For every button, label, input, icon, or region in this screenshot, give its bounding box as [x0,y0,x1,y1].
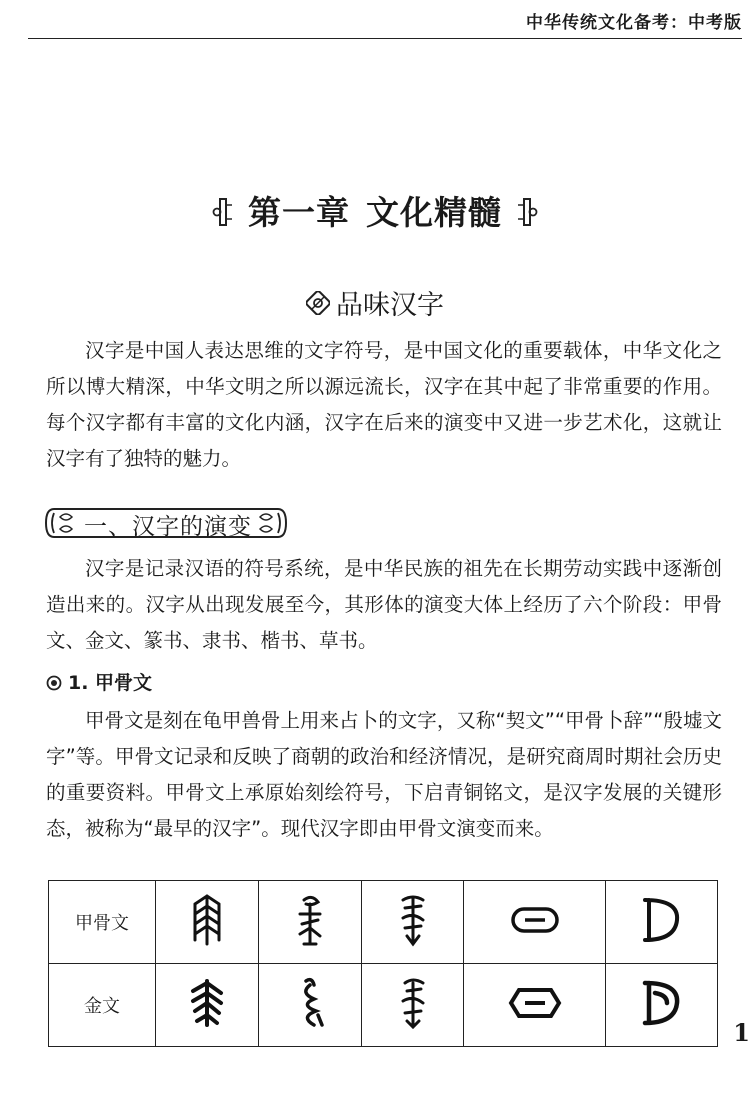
table-cell [464,964,605,1047]
subsection-banner [44,503,288,543]
subsection-paragraph: 汉字是记录汉语的符号系统，是中华民族的祖先在长期劳动实践中逐渐创造出来的。汉字从出现发展至今，其形体的演变大体上经历了六个阶段：甲骨文、金文、篆书、隶书、楷书、草书。 [46,557,722,652]
section-title-text: 品味汉字 [336,290,444,321]
oracle-glyph-sun-icon [509,904,561,936]
item-heading-text: 1. 甲骨文 [68,672,153,694]
running-header: 中华传统文化备考：中考版 [526,13,742,33]
oracle-glyph-moon-icon [639,896,683,944]
table-cell [361,881,464,964]
subsection-title: 一、汉字的演变 [84,514,252,540]
table-cell [156,964,259,1047]
section-title [0,283,750,322]
table-row [49,964,718,1047]
bronze-glyph-moon-icon [639,979,683,1027]
item-paragraph: 甲骨文是刻在龟甲兽骨上用来占卜的文字，又称“契文”“甲骨卜辞”“殷墟文字”等。甲骨文记录和反映了商朝的政治和经济情况，是研究商周时期社会历史的重要资料。甲骨文上承原始刻绘符号，下启青铜铭文，是汉字发展的关键形态，被称为“最早的汉字”。现代汉字即由甲骨文演变而来。 [46,709,722,840]
oracle-glyph-car-icon [187,892,227,948]
bronze-glyph-car-icon [187,977,227,1029]
knot-ornament-icon [306,291,330,322]
table-cell [605,964,717,1047]
chapter-title: 文化精髓 [366,193,502,232]
chapter-heading [0,187,750,235]
intro-paragraph: 汉字是中国人表达思维的文字符号，是中国文化的重要载体，中华文化之所以博大精深，中华文明之所以源远流长，汉字在其中起了非常重要的作用。每个汉字都有丰富的文化内涵，汉字在后来的演变中又进一步艺术化，这就让汉字有了独特的魅力。 [46,339,722,470]
table-cell [258,964,361,1047]
header-rule [28,38,742,39]
table-cell [605,881,717,964]
row-label: 甲骨文 [49,881,156,964]
bronze-glyph-bird-icon [290,975,330,1031]
scroll-ornament-left-icon [212,196,234,235]
bronze-glyph-sun-icon [507,986,563,1020]
table-cell [464,881,605,964]
scroll-ornament-right-icon [516,196,538,235]
table-cell [361,964,464,1047]
table-row [49,881,718,964]
bronze-glyph-person-icon [393,975,433,1031]
bullet-circle-icon [46,674,62,696]
item-heading [46,668,152,696]
oracle-glyph-person-icon [393,892,433,948]
table-cell [156,881,259,964]
glyph-comparison-table [48,880,718,1047]
oracle-glyph-bird-icon [290,892,330,948]
row-label: 金文 [49,964,156,1047]
table-cell [258,881,361,964]
chapter-number: 第一章 [248,193,350,232]
page-number: 1 [733,1018,750,1047]
